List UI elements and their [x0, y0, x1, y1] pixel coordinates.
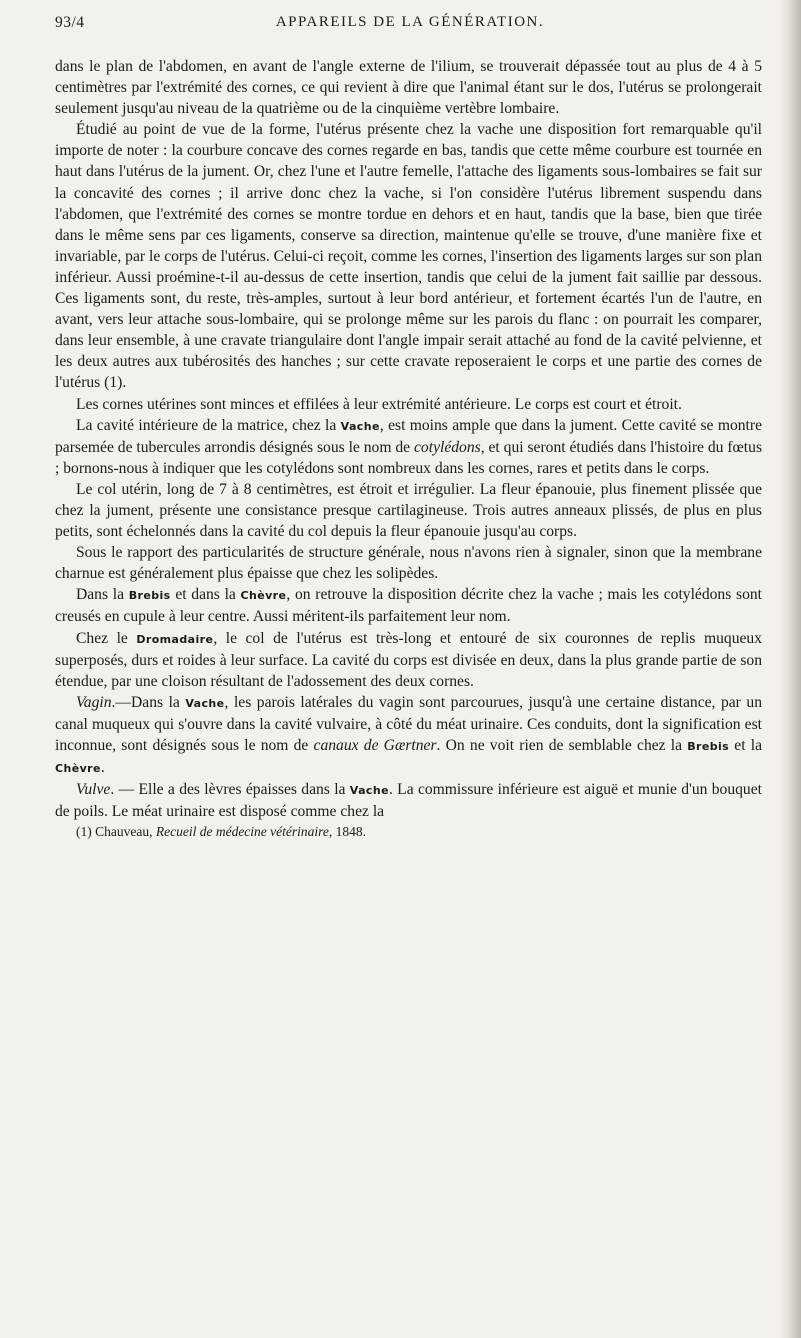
running-header	[55, 14, 765, 38]
italic-term: cotylédons	[414, 438, 481, 456]
paragraph: Les cornes utérines sont minces et effilées à leur extrémité antérieure. Le corps est court et étroit.	[76, 395, 682, 413]
paragraph: Vulve. — Elle a des lèvres épaisses dans la Vache. La commissure inférieure est aiguë et munie d'un bouquet de poils. Le méat urinaire est disposé comme chez la	[55, 781, 762, 821]
paragraph: Chez le Dromadaire, le col de l'utérus est très-long et entouré de six couronnes de replis muqueux superposés, durs et roides à leur surface. La cavité du corps est divisée en deux, dans la plus grande partie de son étendue, par une cloison résultant de l'adossement des deux cornes.	[55, 629, 763, 690]
paragraph: Le col utérin, long de 7 à 8 centimètres, est étroit et irrégulier. La fleur épanouie, plus finement plissée que chez la jument, présente une consistance presque cartilagineuse. Trois autres anneaux plissés, de plus en plus petits, sont échelonnés dans la cavité du col depuis la fleur épanouie jusqu'au corps.	[55, 480, 762, 541]
species-name: Brebis	[687, 740, 730, 753]
page-edge-shadow	[779, 0, 801, 1338]
species-name: Vache	[349, 784, 389, 798]
paragraph: Sous le rapport des particularités de structure générale, nous n'avons rien à signaler, sinon que la membrane charnue est généralement plus épaisse que chez les solipèdes.	[55, 544, 762, 583]
italic-term: Vulve	[76, 781, 111, 799]
paragraph: Dans la Brebis et dans la Chèvre, on retrouve la disposition décrite chez la vache ; mais les cotylédons sont creusés en cupule à leur centre. Aussi méritent-ils parfaitement leur nom.	[55, 586, 762, 626]
running-title: APPAREILS DE LA GÉNÉRATION.	[275, 14, 545, 30]
species-name: Vache	[340, 419, 380, 433]
paragraph: dans le plan de l'abdomen, en avant de l'angle externe de l'ilium, se trouverait dépassée tout au plus de 4 à 5 centimètres par l'extrémité des cornes, ce qui revient à dire que l'animal étant sur le dos, l'utérus se prolongerait seulement jusqu'au niveau de la quatrième ou de la cinquième vertèbre lombaire.	[55, 58, 762, 118]
italic-term: Recueil de médecine vétérinaire	[155, 824, 329, 840]
paragraph: Vagin.—Dans la Vache, les parois latérales du vagin sont parcourues, jusqu'à une certaine distance, par un canal muqueux qui s'ouvre dans la cavité vulvaire, à côté du méat urinaire. Ces conduits, dont la signification est inconnue, sont désignés sous le nom de canaux de Gærtner. On ne voit rien de semblable chez la Brebis et la Chèvre.	[55, 693, 763, 777]
footnote: (1) Chauveau, Recueil de médecine vétérinaire, 1848.	[76, 824, 367, 840]
paragraph: Étudié au point de vue de la forme, l'utérus présente chez la vache une disposition fort remarquable qu'il importe de noter : la courbure concave des cornes regarde en bas, tandis que cette même courbure est tournée en haut dans l'utérus de la jument. Or, chez l'une et l'autre femelle, l'attache des ligaments sous-lombaires se fait sur la concavité des cornes ; il arrive donc chez la vache, si l'on considère l'utérus librement suspendu dans l'abdomen, que l'extrémité des cornes se montre tordue en dehors et en haut, tandis que la base, bien que tirée dans le même sens par ces ligaments, conserve sa direction, maintenue qu'elle se trouve, d'une manière fixe et invariable, par le corps de l'utérus. Celui-ci reçoit, comme les cornes, l'insertion des ligaments larges sur son plan inférieur. Aussi proémine-t-il au-dessus de cette insertion, tandis que celui de la jument fait saillie par dessous. Ces ligaments sont, du reste, très-amples, surtout à leur bord antérieur, et fortement écartés l'un de l'autre, en avant, vers leur attache sous-lombaire, qui se prolonge même sur les parois du flanc : on pourrait les comparer, dans leur ensemble, à une cravate triangulaire dont l'angle impair serait attaché au fond de la cavité pelvienne, et les deux autres aux tubérosités des hanches ; sur cette cravate reposeraient le corps et une partie des cornes de l'utérus (1).	[55, 121, 762, 392]
page-number: 93/4	[55, 14, 85, 31]
species-name: Chèvre	[55, 762, 101, 776]
paragraph: La cavité intérieure de la matrice, chez la Vache, est moins ample que dans la jument. Cette cavité se montre parsemée de tubercules arrondis désignés sous le nom de cotylédons, et qui seront étudiés dans l'histoire du fœtus ; bornons-nous à indiquer que les cotylédons sont nombreux dans les cornes, rares et petits dans le corps.	[55, 416, 763, 477]
body-text	[55, 56, 762, 842]
species-name: Vache	[185, 696, 225, 710]
species-name: Chèvre	[240, 589, 287, 603]
species-name: Brebis	[128, 589, 171, 603]
species-name: Dromadaire	[136, 632, 214, 646]
italic-term: canaux de Gærtner	[313, 737, 437, 754]
italic-term: Vagin	[76, 693, 112, 711]
